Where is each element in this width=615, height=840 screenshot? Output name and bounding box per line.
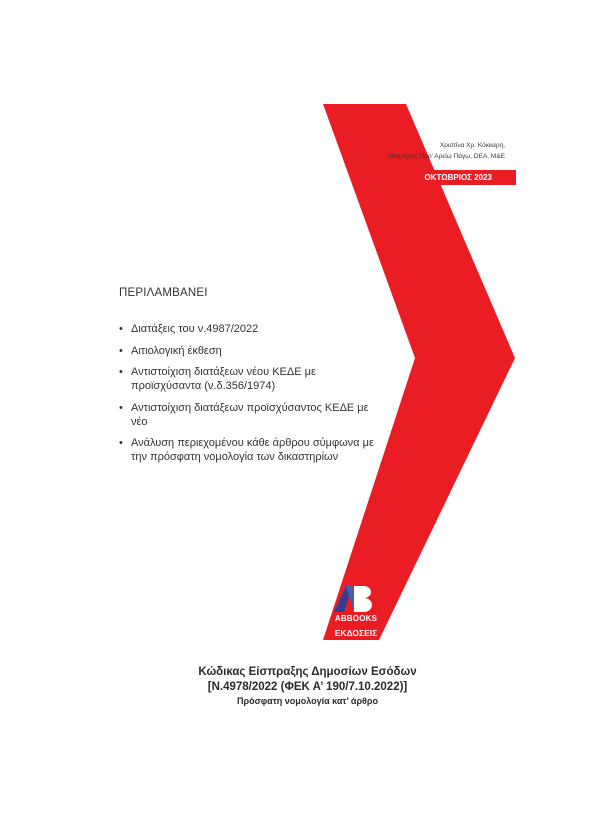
includes-heading: ΠΕΡΙΛΑΜΒΑΝΕΙ (119, 287, 208, 299)
contents-list (119, 322, 374, 472)
list-item: • Αντιστοίχιση διατάξεων νέου ΚΕΔΕ με προϊσχύσαντα (ν.δ.356/1974) (119, 365, 374, 393)
book-title: Κώδικας Είσπραξης Δημοσίων Εσόδων (198, 666, 417, 678)
publisher-editions-label: ΕΚΔΟΣΕΙΣ (334, 628, 378, 638)
book-law-reference: [Ν.4978/2022 (ΦΕΚ Α’ 190/7.10.2022)] (207, 681, 408, 693)
list-item: • Αιτιολογική έκθεση (119, 344, 374, 358)
author-title: Δικηγόρος Παρ’ Αρείω Πάγω, DEA, M&E (387, 153, 505, 160)
author-name: Χριστίνα Χρ. Κόκκαρη, (439, 142, 505, 149)
book-subtitle: Πρόσφατη νομολογία κατ’ άρθρο (237, 696, 378, 706)
list-item: • Ανάλυση περιεχομένου κάθε άρθρου σύμφωνα με την πρόσφατη νομολογία των δικαστηρίων (119, 436, 374, 464)
date-banner: ΟΚΤΩΒΡΙΟΣ 2023 (380, 170, 516, 185)
list-item: • Αντιστοίχιση διατάξεων προϊσχύσαντος ΚΕΔΕ με νέο (119, 401, 374, 429)
publisher-books-label: ABBOOKS (334, 614, 378, 623)
list-item: • Διατάξεις του ν.4987/2022 (119, 322, 374, 336)
